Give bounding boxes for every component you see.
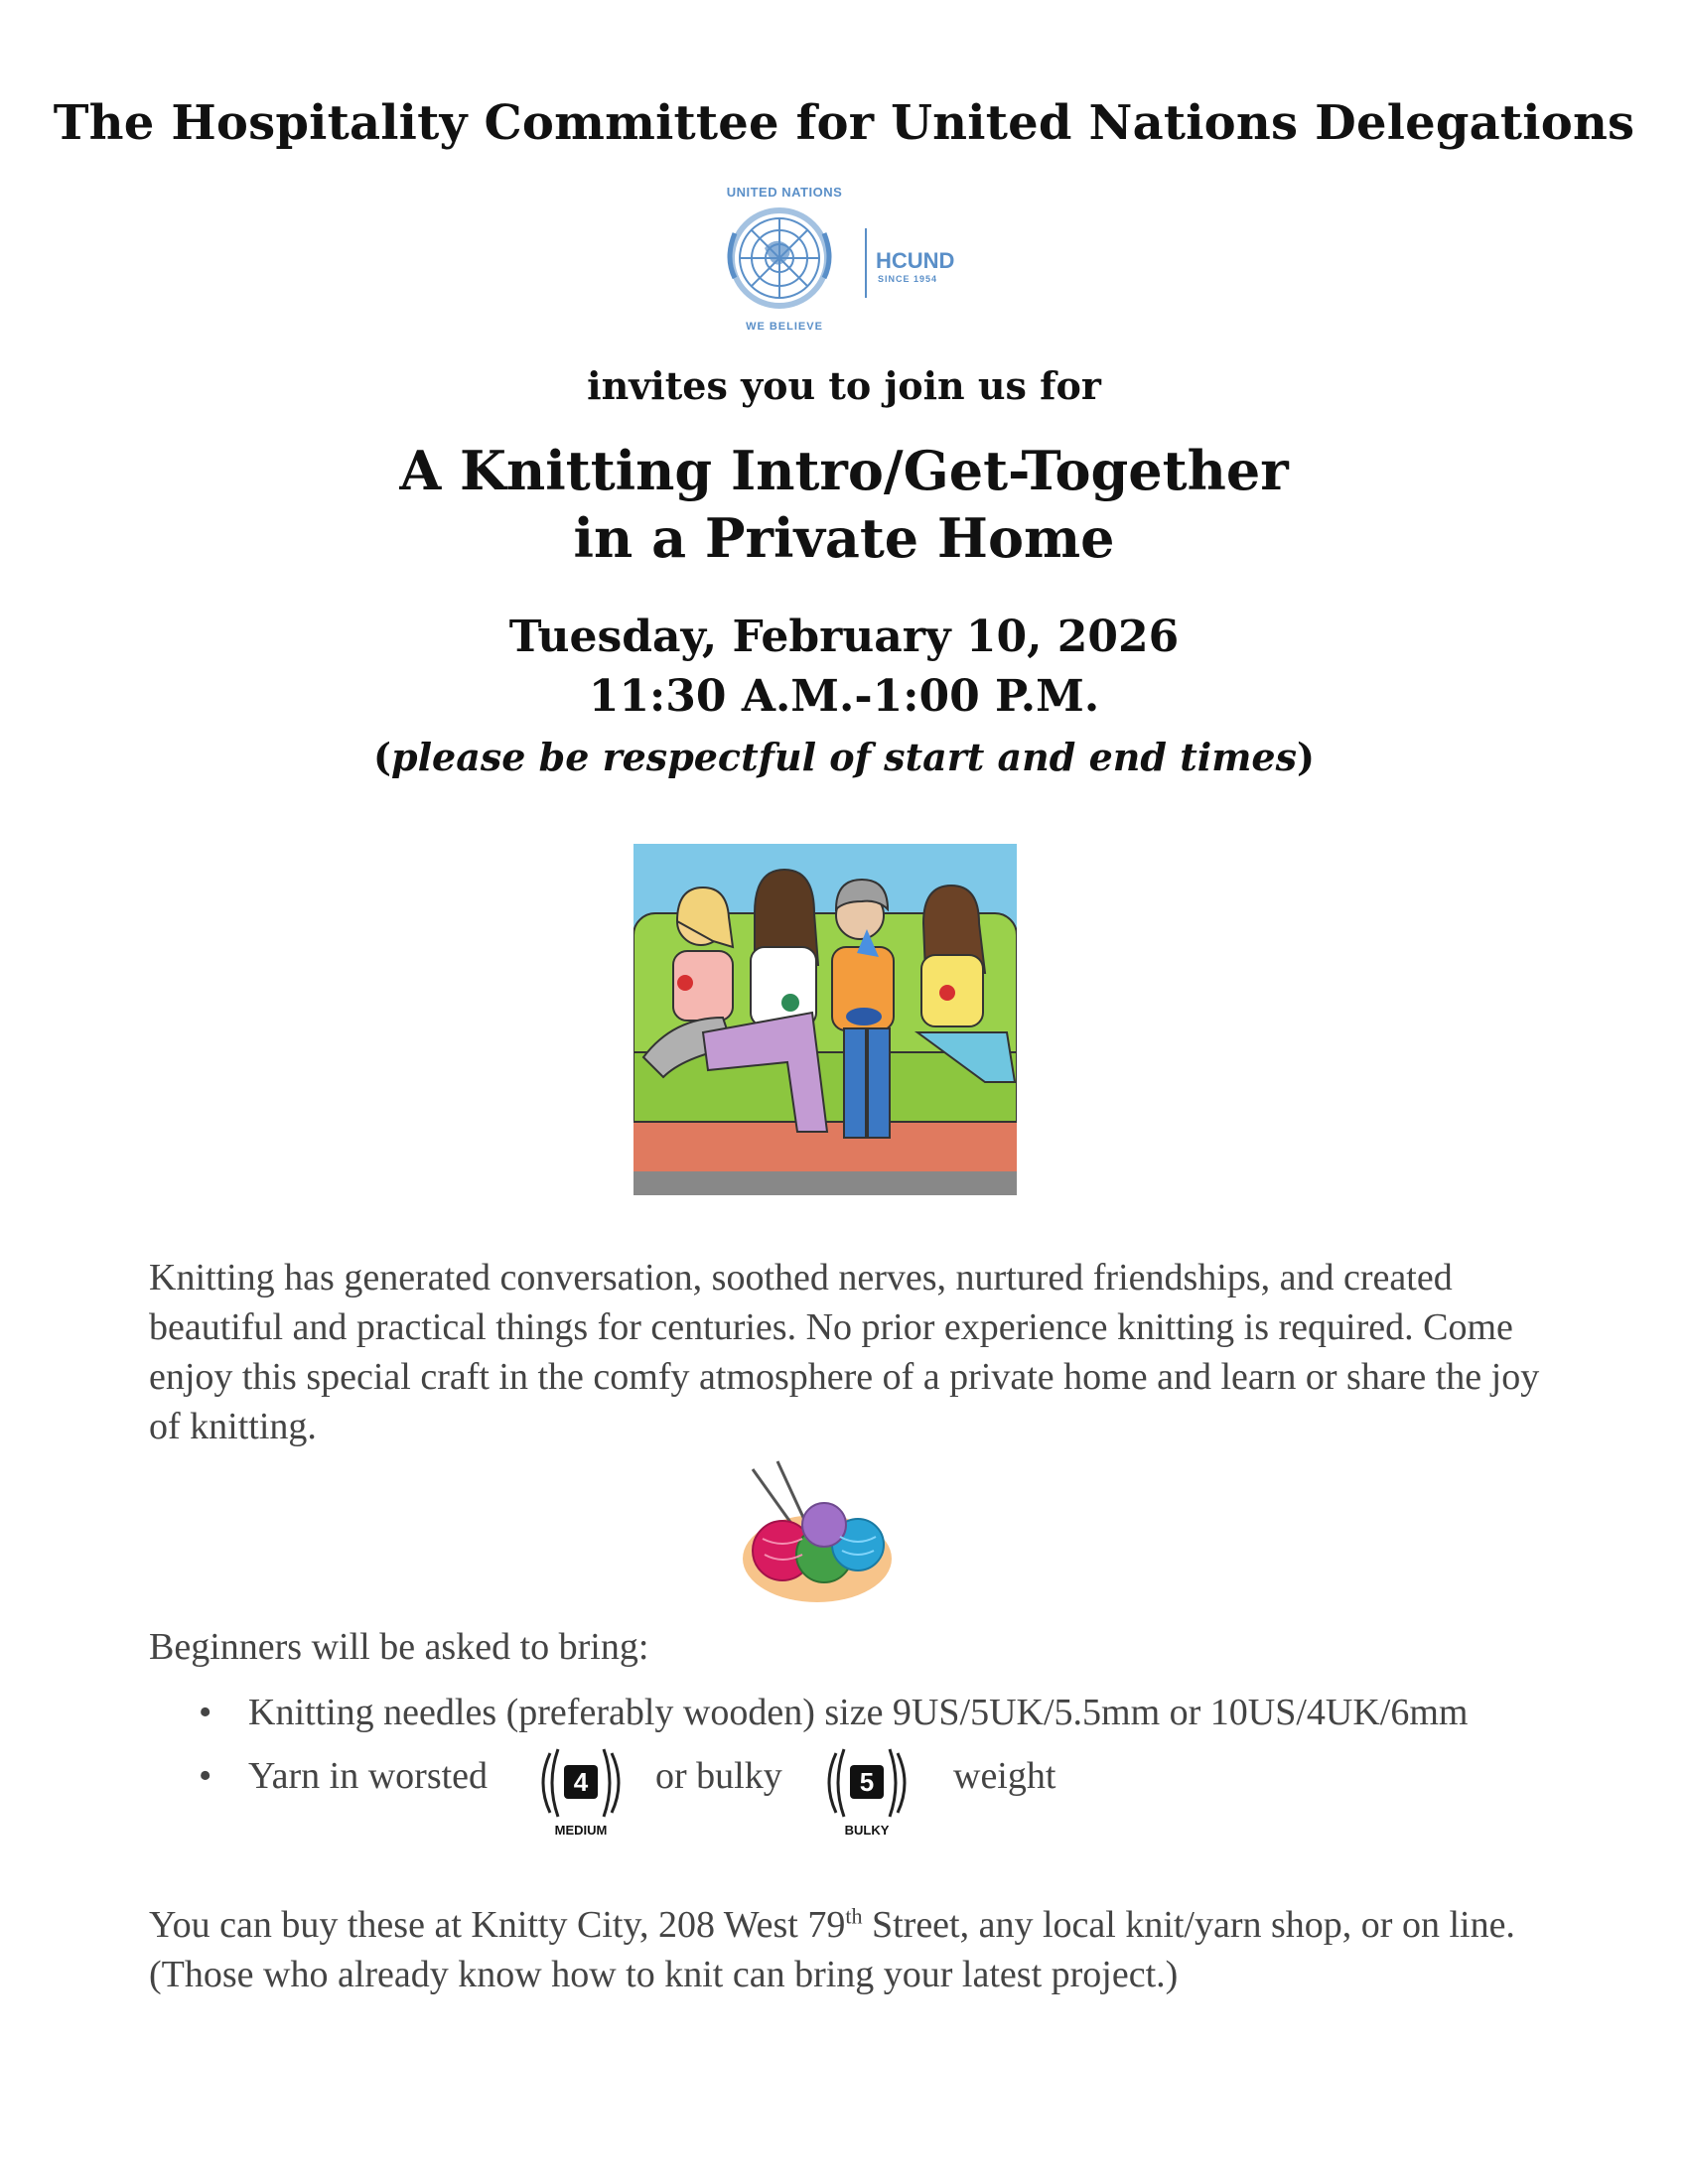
event-title-line1: A Knitting Intro/Get-Together: [399, 439, 1289, 502]
yarn-weight-medium-icon: [536, 1743, 626, 1839]
shop-text-after: Street, any local knit/yarn shop, or on line. (Those who already know how to knit can bring your latest project.): [149, 1904, 1515, 1995]
event-when: [0, 608, 1688, 727]
medium-symbol-number: 4: [573, 1767, 589, 1797]
bullet-dot: •: [199, 1692, 212, 1733]
description-paragraph: Knitting has generated conversation, soothed nerves, nurtured friendships, and created beautiful and practical things for centuries. No prior experience knitting is required. Come enjoy this special craft in the comfy atmosphere of a private home and learn or share the joy of knitting.: [149, 1257, 1540, 1447]
event-date: Tuesday, February 10, 2026: [508, 612, 1180, 662]
bring-intro: Beginners will be asked to bring:: [149, 1626, 649, 1668]
needles-item-text: Knitting needles (preferably wooden) size 9US/5UK/5.5mm or 10US/4UK/6mm: [248, 1692, 1469, 1733]
yarn-basket-icon: [733, 1459, 892, 1608]
logo-acronym: HCUND: [876, 248, 955, 273]
bulky-symbol-label: BULKY: [844, 1823, 890, 1838]
logo-bottom-text: WE BELIEVE: [746, 321, 823, 333]
note-open-paren: (: [373, 735, 392, 779]
shop-paragraph: [149, 1900, 1579, 1999]
note-close-paren: ): [1296, 735, 1315, 779]
logo-since: SINCE 1954: [878, 274, 938, 284]
yarn-weight-bulky-icon: [822, 1743, 912, 1839]
shop-superscript: th: [845, 1903, 863, 1929]
bulky-symbol-number: 5: [859, 1767, 875, 1797]
medium-symbol-label: MEDIUM: [554, 1823, 608, 1838]
event-note: [0, 735, 1688, 779]
knitting-group-illustration: [633, 844, 1017, 1195]
bullet-dot: •: [199, 1755, 212, 1797]
shop-text-before: You can buy these at Knitty City, 208 West 79: [149, 1904, 846, 1946]
un-hcund-logo: [705, 179, 983, 347]
note-text: please be respectful of start and end times: [391, 735, 1297, 779]
list-item: [199, 1751, 1489, 1838]
yarn-item-prefix: Yarn in worsted: [248, 1755, 489, 1797]
invite-line: invites you to join us for: [587, 363, 1101, 408]
emblem-landmass: [765, 241, 790, 265]
event-title-line2: in a Private Home: [573, 506, 1115, 570]
event-time: 11:30 A.M.-1:00 P.M.: [588, 671, 1100, 722]
page-title: The Hospitality Committee for United Nations Delegations: [53, 95, 1635, 151]
list-item: [199, 1688, 1489, 1737]
logo-top-text: UNITED NATIONS: [726, 185, 843, 200]
event-title: [0, 437, 1688, 572]
bring-list: [199, 1688, 1489, 1838]
yarn-item-mid: or bulky: [655, 1755, 782, 1797]
yarn-item-suffix: weight: [953, 1755, 1056, 1797]
